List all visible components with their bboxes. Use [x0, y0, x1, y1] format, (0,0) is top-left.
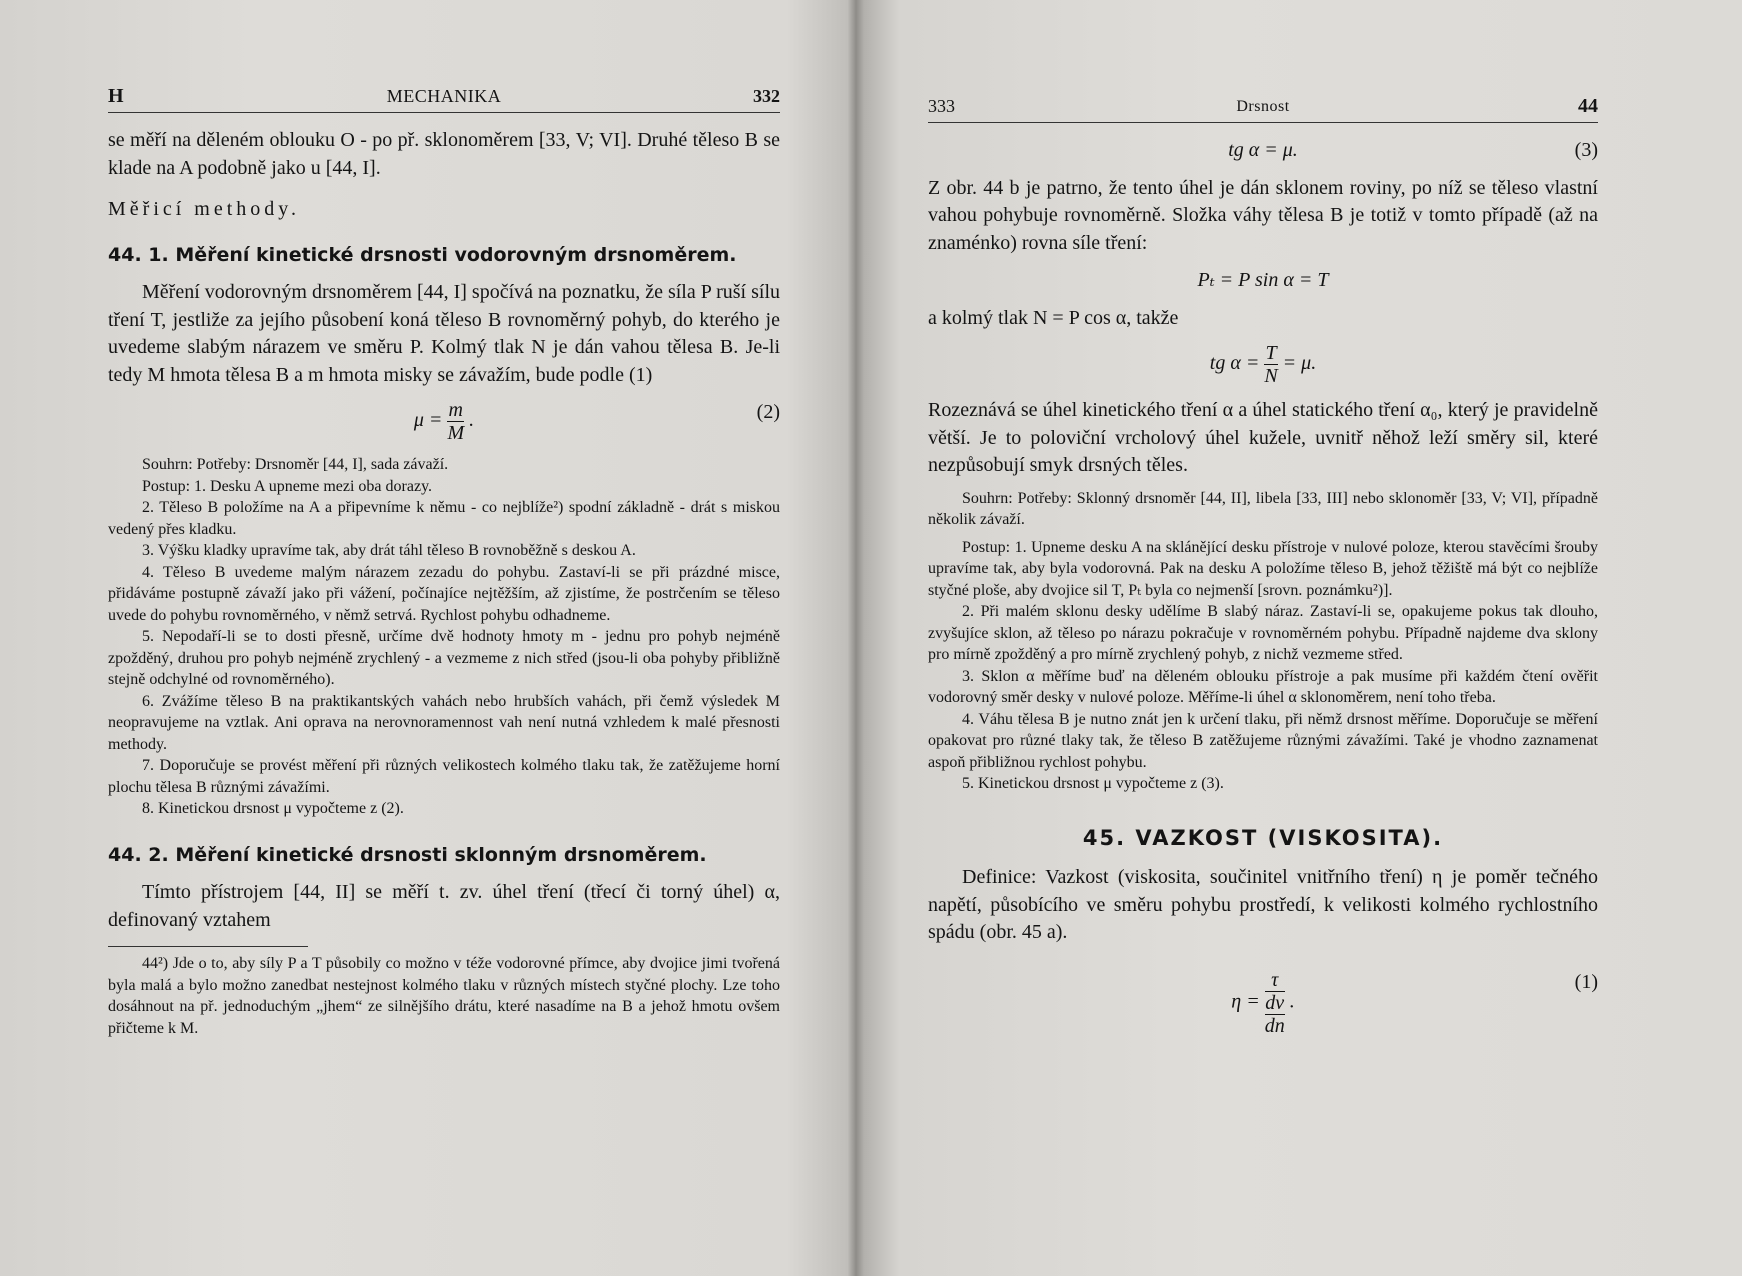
eq1-inner-numerator: dv — [1265, 991, 1285, 1014]
footnote-rule — [108, 946, 308, 947]
eq2-lhs: μ = — [413, 409, 443, 432]
step-3: 3. Sklon α měříme buď na děleném oblouku přístroje a pak musíme při každém čtení ověřit vodorovný směr desky v nulové poloze. Měříme-li úhel α sklonoměrem, není toho třeba. — [928, 667, 1598, 706]
right-page — [855, 0, 1742, 1276]
equation-tg — [928, 342, 1598, 387]
eq1-numerator: τ — [1271, 968, 1279, 991]
left-page-content — [108, 82, 780, 1039]
summary-line: Souhrn: Potřeby: Drsnoměr [44, I], sada závaží. — [142, 456, 449, 473]
procedure-block — [928, 488, 1598, 795]
step-5: 5. Nepodaří-li se to dosti přesně, určíme dvě hodnoty hmoty m - jednu pro pohyb nejméně zpožděný, druhou pro pohyb nejméně zrychlený - a vezmeme z nich střed (jsou-li oba pohyby přibližně stejně odchylné od rovnoměrného). — [108, 628, 780, 688]
section-45-title: 45. VAZKOST (VISKOSITA). — [1082, 825, 1444, 850]
eq3-number: (3) — [1574, 139, 1598, 161]
equation-3 — [928, 137, 1598, 165]
book-gutter — [848, 0, 864, 1276]
step-2: 2. Při malém sklonu desky udělíme B slabý náraz. Zastaví-li se, opakujeme pokus tak dlouho, zvyšujíce sklon, až těleso po nárazu pokračuje v rovnoměrném pohybu. Případně najdeme dva sklony pro mírně zpožděný a pro mírně zrychlený pohyb, z nichž vezmeme střed. — [928, 603, 1598, 663]
section-44-1-body: Měření vodorovným drsnoměrem [44, I] spočívá na poznatku, že síla P ruší sílu tření T, jestliže za jejího působení koná těleso B rovnoměrný pohyb, do kterého je uvedeme slabým nárazem ve směru P. Kolmý tlak N je dán vahou tělesa B. Je-li tedy M hmota tělesa B a m hmota misky se závažím, bude podle (1) — [108, 281, 781, 386]
step-4: 4. Těleso B uvedeme malým nárazem zezadu do pohybu. Zastaví-li se při prázdné misce, přidáváme postupně závaží jako při vážení, počínajíce nejtěžším, až zjistíme, že postrčením se těleso uvede do pohybu rovnoměrného, v němž setrvá. Rychlost pohybu odhadneme. — [108, 563, 780, 624]
equation-pt: Pₜ = P sin α = T — [1197, 269, 1329, 291]
eq1-lhs: η = — [1231, 990, 1260, 1013]
step-5: 5. Kinetickou drsnost μ vypočteme z (3). — [962, 775, 1224, 792]
section-number: 44 — [1578, 94, 1598, 117]
section-44-1-title: 44. 1. Měření kinetické drsnosti vodorovným drsnoměrem. — [108, 243, 737, 266]
step-8: 8. Kinetickou drsnost μ vypočteme z (2). — [142, 800, 404, 817]
page-number: 333 — [928, 95, 955, 116]
step-1: Postup: 1. Upneme desku A na sklánějící desku přístroje v nulové poloze, kterou stavěcími šrouby upravíme tak, aby byla vodorovná. Pak na desku A položíme těleso B, jehož těžiště má být co nejblíže styčné ploše, aby dvojice sil T, Pₜ byla co nejmenší [srovn. poznámku²)]. — [928, 538, 1598, 599]
eq1-denominator — [1265, 991, 1285, 1037]
header-title: Drsnost — [1236, 97, 1290, 115]
section-letter: H — [108, 84, 124, 107]
eq2-tail: . — [469, 409, 475, 432]
left-page — [0, 0, 855, 1276]
left-running-header — [108, 82, 780, 113]
eq3-text: tg α = μ. — [1228, 139, 1298, 161]
paragraph-3: Rozeznává se úhel kinetického tření α a úhel statického tření α₀, který je pravidelně větší. Je to poloviční vrcholový úhel kužele, uvnitř něhož leží směry sil, které nezpůsobují smyk drsných těles. — [928, 399, 1598, 476]
right-running-header — [928, 92, 1598, 123]
eqtg-denominator: N — [1264, 365, 1278, 387]
right-page-content — [928, 92, 1598, 1047]
paragraph-2: a kolmý tlak N = P cos α, takže — [928, 306, 1179, 329]
step-3: 3. Výšku kladky upravíme tak, aby drát táhl těleso B rovnoběžně s deskou A. — [142, 542, 636, 559]
eq1-tail: . — [1289, 990, 1295, 1013]
eq1-fraction — [1265, 969, 1285, 1037]
eqtg-tail: = μ. — [1282, 352, 1317, 375]
summary-line: Souhrn: Potřeby: Sklonný drsnoměr [44, II], libela [33, III] nebo sklonoměr [33, V; VI], případně několik závaží. — [928, 489, 1598, 528]
eq2-denominator: M — [447, 422, 465, 444]
step-4: 4. Váhu tělesa B je nutno znát jen k určení tlaku, při němž drsnost měříme. Doporučuje se měření opakovat pro různé tlaky tak, že těleso B zatěžujeme různými závažími. Také je vhodno zaznamenat aspoň přibližnou rychlost pohybu. — [928, 710, 1598, 771]
page-number: 332 — [753, 85, 780, 106]
step-7: 7. Doporučuje se provést měření při různých velikostech kolmého tlaku tak, že zatěžujeme horní plochu tělesa B různými závažími. — [108, 757, 780, 796]
footnote: 44²) Jde o to, aby síly P a T působily co možno v téže vodorovné přímce, aby dvojice jimi tvořená byla malá a bylo možno zanedbat nestejnost kolmého tlaku v různých místech styčné plochy. Lze toho dosáhnout na př. jednoduchým „jhem“ ze silnějšího drátu, které nasadíme na B a jehož hmotu ovšem přičteme k M. — [108, 955, 780, 1037]
methods-heading: Měřicí methody. — [108, 198, 301, 220]
step-1: Postup: 1. Desku A upneme mezi oba dorazy. — [142, 477, 433, 495]
eq2-fraction — [447, 399, 464, 444]
eqtg-lhs: tg α = — [1209, 352, 1260, 375]
paragraph-1: Z obr. 44 b je patrno, že tento úhel je dán sklonem roviny, po níž se těleso vlastní vahou pohybuje rovnoměrně. Složka váhy tělesa B je totiž v tomto případě (až na znaménko) rovna síle tření: — [928, 176, 1598, 254]
header-title: MECHANIKA — [386, 85, 502, 106]
eq2-numerator: m — [448, 399, 463, 421]
intro-paragraph: se měří na děleném oblouku O - po př. sklonoměrem [33, V; VI]. Druhé těleso B se klade na A podobně jako u [44, I]. — [108, 129, 780, 179]
eq1-number: (1) — [1574, 970, 1598, 993]
step-2: 2. Těleso B položíme na A a připevníme k němu - co nejblíže²) spodní základně - drát s miskou vedený přes kladku. — [108, 499, 780, 538]
eqtg-fraction — [1264, 342, 1277, 387]
section-44-2-title: 44. 2. Měření kinetické drsnosti sklonným drsnoměrem. — [108, 843, 707, 866]
procedure-block — [108, 454, 780, 820]
section-44-2-body: Tímto přístrojem [44, II] se měří t. zv. úhel tření (třecí či torný úhel) α, definovaný vztahem — [108, 881, 780, 931]
eq1-inner-denominator: dn — [1264, 1014, 1285, 1037]
eq2-number: (2) — [756, 401, 780, 423]
equation-2 — [108, 399, 780, 444]
section-45-body: Definice: Vazkost (viskosita, součinitel vnitřního tření) η je poměr tečného napětí, působícího ve směru pohybu prostředí, k velikosti kolmého rychlostního spádu (obr. 45 a). — [928, 866, 1598, 943]
equation-1 — [928, 969, 1598, 1037]
step-6: 6. Zvážíme těleso B na praktikantských vahách nebo hrubších vahách, při čemž výsledek M neopravujeme na vztlak. Ani oprava na nerovnoramennost vah není nutná vzhledem k malé přesnosti methody. — [108, 692, 780, 753]
eqtg-numerator: T — [1265, 342, 1277, 364]
eq1-inner-fraction — [1265, 992, 1285, 1037]
